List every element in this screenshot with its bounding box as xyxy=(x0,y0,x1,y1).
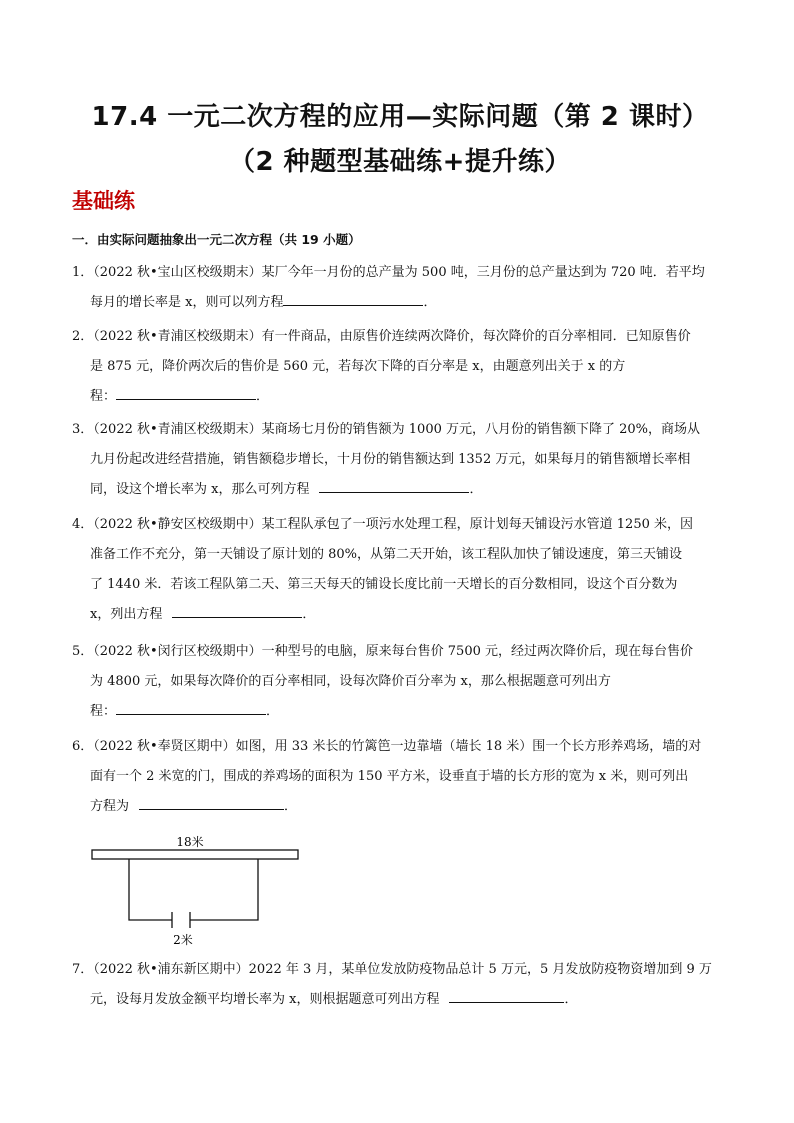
answer-blank-6[interactable] xyxy=(139,794,284,810)
answer-blank-5[interactable] xyxy=(116,699,266,715)
wall xyxy=(92,850,298,859)
question-6-line-3 xyxy=(72,792,722,822)
question-6 xyxy=(72,732,722,822)
question-6-end: ． xyxy=(284,799,298,814)
answer-blank-1[interactable] xyxy=(283,290,423,306)
question-1-line-1: 1．（2022 秋•宝山区校级期末）某厂今年一月份的总产量为 500 吨，三月份的总产量达到为 720 吨．若平均 xyxy=(72,265,705,280)
question-1-text: 每月的增长率是 x，则可以列方程 xyxy=(90,295,284,310)
question-1 xyxy=(72,258,722,318)
fence-left xyxy=(129,859,172,920)
question-4-text: x，列出方程 xyxy=(90,607,163,622)
answer-blank-2[interactable] xyxy=(116,384,256,400)
page-title-line-2: （2 种题型基础练+提升练） xyxy=(229,147,571,177)
question-7 xyxy=(72,955,722,1015)
question-3-text: 同，设这个增长率为 x，那么可列方程 xyxy=(90,482,310,497)
question-3 xyxy=(72,415,722,505)
question-4 xyxy=(72,510,722,630)
question-5-end: ． xyxy=(266,704,280,719)
question-2-end: ． xyxy=(256,389,270,404)
subsection-heading: 一．由实际问题抽象出一元二次方程（共 19 小题） xyxy=(72,232,361,247)
answer-blank-4[interactable] xyxy=(172,602,302,618)
question-6-text: 方程为 xyxy=(90,799,130,814)
question-5-line-3 xyxy=(72,697,722,727)
question-4-line-2: 准备工作不充分，第一天铺设了原计划的 80%，从第二天开始，该工程队加快了铺设速度，第三天铺设 xyxy=(90,547,683,562)
chicken-farm-figure xyxy=(88,828,308,953)
question-1-line-2 xyxy=(72,288,722,318)
question-2 xyxy=(72,322,722,412)
question-2-line-3 xyxy=(72,382,722,412)
question-5 xyxy=(72,637,722,727)
question-5-line-1: 5．（2022 秋•闵行区校级期中）一种型号的电脑，原来每台售价 7500 元，经过两次降价后，现在每台售价 xyxy=(72,644,694,659)
question-7-line-1: 7．（2022 秋•浦东新区期中）2022 年 3 月，某单位发放防疫物品总计 5 万元，5 月发放防疫物资增加到 9 万 xyxy=(72,962,712,977)
question-4-line-3: 了 1440 米．若该工程队第二天、第三天每天的铺设长度比前一天增长的百分数相同，设这个百分数为 xyxy=(90,577,678,592)
question-2-line-1: 2．（2022 秋•青浦区校级期末）有一件商品，由原售价连续两次降价，每次降价的百分率相同．已知原售价 xyxy=(72,329,691,344)
question-7-text: 元，设每月发放金额平均增长率为 x，则根据题意可列出方程 xyxy=(90,992,440,1007)
question-3-end: ． xyxy=(469,482,483,497)
question-4-end: ． xyxy=(302,607,316,622)
fence-right xyxy=(190,859,258,920)
question-2-text: 程： xyxy=(90,389,117,404)
question-3-line-2: 九月份起改进经营措施，销售额稳步增长，十月份的销售额达到 1352 万元，如果每月的销售额增长率相 xyxy=(90,452,691,467)
question-5-line-2: 为 4800 元，如果每次降价的百分率相同，设每次降价百分率为 x，那么根据题意可列出方 xyxy=(90,674,611,689)
question-2-line-2: 是 875 元，降价两次后的售价是 560 元，若每次下降的百分率是 x，由题意列出关于 x 的方 xyxy=(90,359,626,374)
page-title-line-1: 17.4 一元二次方程的应用—实际问题（第 2 课时） xyxy=(91,102,709,132)
question-6-line-2: 面有一个 2 米宽的门，围成的养鸡场的面积为 150 平方米，设垂直于墙的长方形的宽为 x 米，则可列出 xyxy=(90,769,689,784)
question-7-end: ． xyxy=(564,992,578,1007)
section-heading: 基础练 xyxy=(72,189,135,213)
question-1-end: ． xyxy=(423,295,437,310)
question-6-line-1: 6．（2022 秋•奉贤区期中）如图，用 33 米长的竹篱笆一边靠墙（墙长 18 米）围一个长方形养鸡场，墙的对 xyxy=(72,739,702,754)
question-4-line-1: 4．（2022 秋•静安区校级期中）某工程队承包了一项污水处理工程，原计划每天铺设污水管道 1250 米，因 xyxy=(72,517,694,532)
question-7-line-2 xyxy=(72,985,722,1015)
answer-blank-7[interactable] xyxy=(449,987,564,1003)
question-3-line-1: 3．（2022 秋•青浦区校级期末）某商场七月份的销售额为 1000 万元，八月份的销售额下降了 20%，商场从 xyxy=(72,422,701,437)
door-label: 2米 xyxy=(173,933,193,947)
answer-blank-3[interactable] xyxy=(319,477,469,493)
question-5-text: 程： xyxy=(90,704,117,719)
question-4-line-4 xyxy=(72,600,722,630)
wall-label: 18米 xyxy=(176,835,204,849)
question-3-line-3 xyxy=(72,475,722,505)
